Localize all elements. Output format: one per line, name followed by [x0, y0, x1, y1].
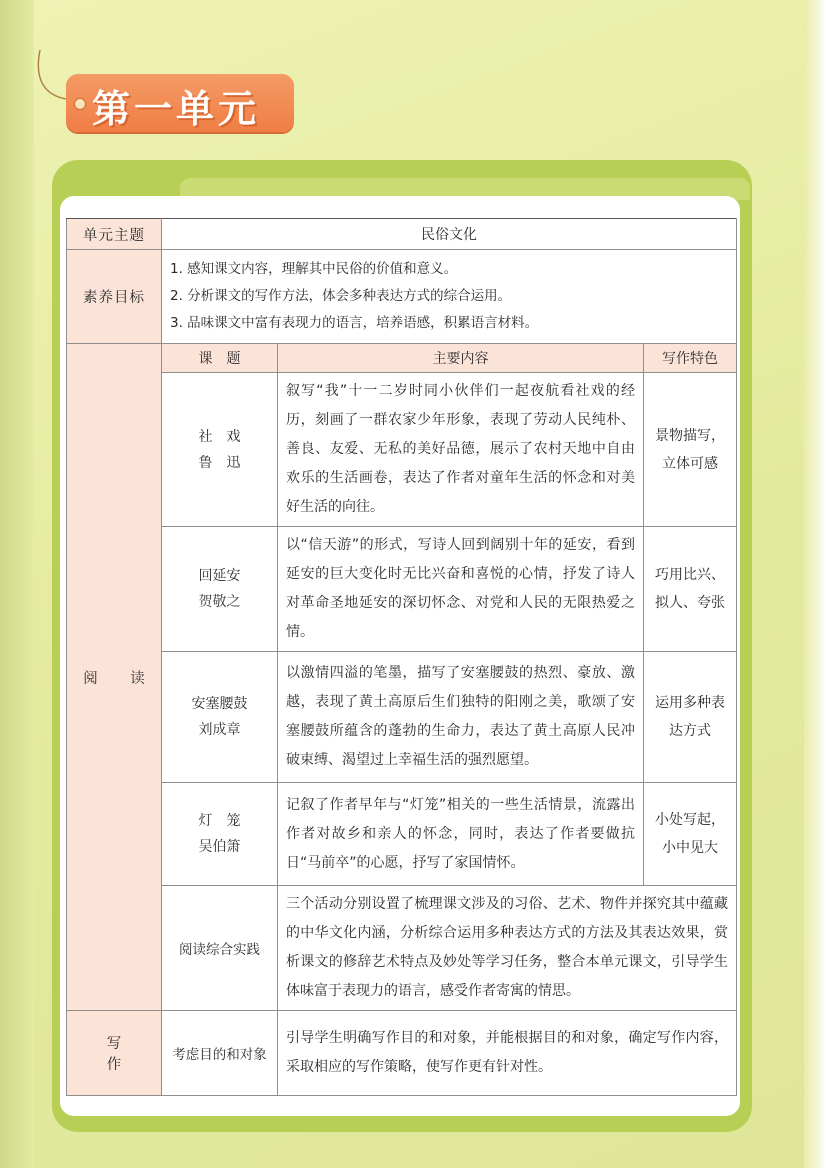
lesson-cell [162, 783, 278, 886]
lesson-title: 社 戏 [198, 428, 241, 445]
lesson-cell [162, 373, 278, 527]
book-spine [0, 0, 34, 1168]
lesson-cell [162, 652, 278, 783]
practice-content: 三个活动分别设置了梳理课文涉及的习俗、艺术、物件并探究其中蕴藏的中华文化内涵，分析综合运用多种表达方式的方法及其表达效果，赏析课文的修辞艺术特点及妙处等学习任务，整合本单元课文，引导学生体味富于表现力的语言，感受作者寄寓的情思。 [278, 886, 737, 1011]
lesson-feature: 巧用比兴、拟人、夸张 [644, 527, 737, 652]
goal-item: 2. 分析课文的写作方法，体会多种表达方式的综合运用。 [170, 288, 512, 304]
lesson-title: 回延安 [198, 568, 241, 584]
lesson-cell [162, 527, 278, 652]
goals-row [67, 250, 737, 344]
goal-item: 1. 感知课文内容，理解其中民俗的价值和意义。 [170, 261, 458, 277]
writing-content: 引导学生明确写作目的和对象，并能根据目的和对象，确定写作内容，采取相应的写作策略，使写作更有针对性。 [278, 1011, 737, 1096]
lesson-row [67, 373, 737, 527]
lesson-author: 鲁 迅 [198, 454, 241, 471]
theme-value: 民俗文化 [162, 219, 737, 250]
header-lesson: 课 题 [162, 344, 278, 373]
header-content: 主要内容 [278, 344, 644, 373]
lesson-feature: 景物描写，立体可感 [644, 373, 737, 527]
unit-plan-table [66, 218, 737, 1096]
reading-header-row [67, 344, 737, 373]
goal-item: 3. 品味课文中富有表现力的语言，培养语感，积累语言材料。 [170, 315, 539, 331]
lesson-content: 以激情四溢的笔墨，描写了安塞腰鼓的热烈、豪放、激越，表现了黄土高原后生们独特的阳刚之美，歌颂了安塞腰鼓所蕴含的蓬勃的生命力，表达了黄土高原人民冲破束缚、渴望过上幸福生活的强烈愿望。 [278, 652, 644, 783]
lesson-feature: 小处写起，小中见大 [644, 783, 737, 886]
lesson-content: 以“信天游”的形式，写诗人回到阔别十年的延安，看到延安的巨大变化时无比兴奋和喜悦的心情，抒发了诗人对革命圣地延安的深切怀念、对党和人民的无限热爱之情。 [278, 527, 644, 652]
lesson-content: 叙写“我”十一二岁时同小伙伴们一起夜航看社戏的经历，刻画了一群农家少年形象，表现了劳动人民纯朴、善良、友爱、无私的美好品德，展示了农村天地中自由欢乐的生活画卷，表达了作者对童年生活的怀念和对美好生活的向往。 [278, 373, 644, 527]
lesson-row [67, 652, 737, 783]
lesson-row [67, 783, 737, 886]
unit-title-tab [66, 74, 294, 132]
lesson-author: 吴伯箫 [198, 839, 241, 855]
writing-label: 写 作 [67, 1011, 162, 1096]
practice-row [67, 886, 737, 1011]
lesson-author: 刘成章 [198, 722, 241, 738]
unit-title: 第一单元 [92, 87, 261, 131]
reading-label: 阅 读 [67, 344, 162, 1011]
lesson-title: 安塞腰鼓 [191, 696, 248, 712]
goals-list [162, 250, 737, 344]
goals-label: 素养目标 [67, 250, 162, 344]
lesson-row [67, 527, 737, 652]
lesson-feature: 运用多种表达方式 [644, 652, 737, 783]
lesson-content: 记叙了作者早年与“灯笼”相关的一些生活情景，流露出作者对故乡和亲人的怀念，同时，表达了作者要做抗日“马前卒”的心愿，抒写了家国情怀。 [278, 783, 644, 886]
writing-row [67, 1011, 737, 1096]
page-edge [804, 0, 826, 1168]
theme-label: 单元主题 [67, 219, 162, 250]
header-feature: 写作特色 [644, 344, 737, 373]
lesson-title: 灯 笼 [198, 813, 241, 829]
lesson-author: 贺敬之 [198, 594, 241, 610]
tab-hole-icon [74, 98, 86, 110]
theme-row [67, 219, 737, 250]
practice-title: 阅读综合实践 [162, 886, 278, 1011]
writing-title: 考虑目的和对象 [162, 1011, 278, 1096]
